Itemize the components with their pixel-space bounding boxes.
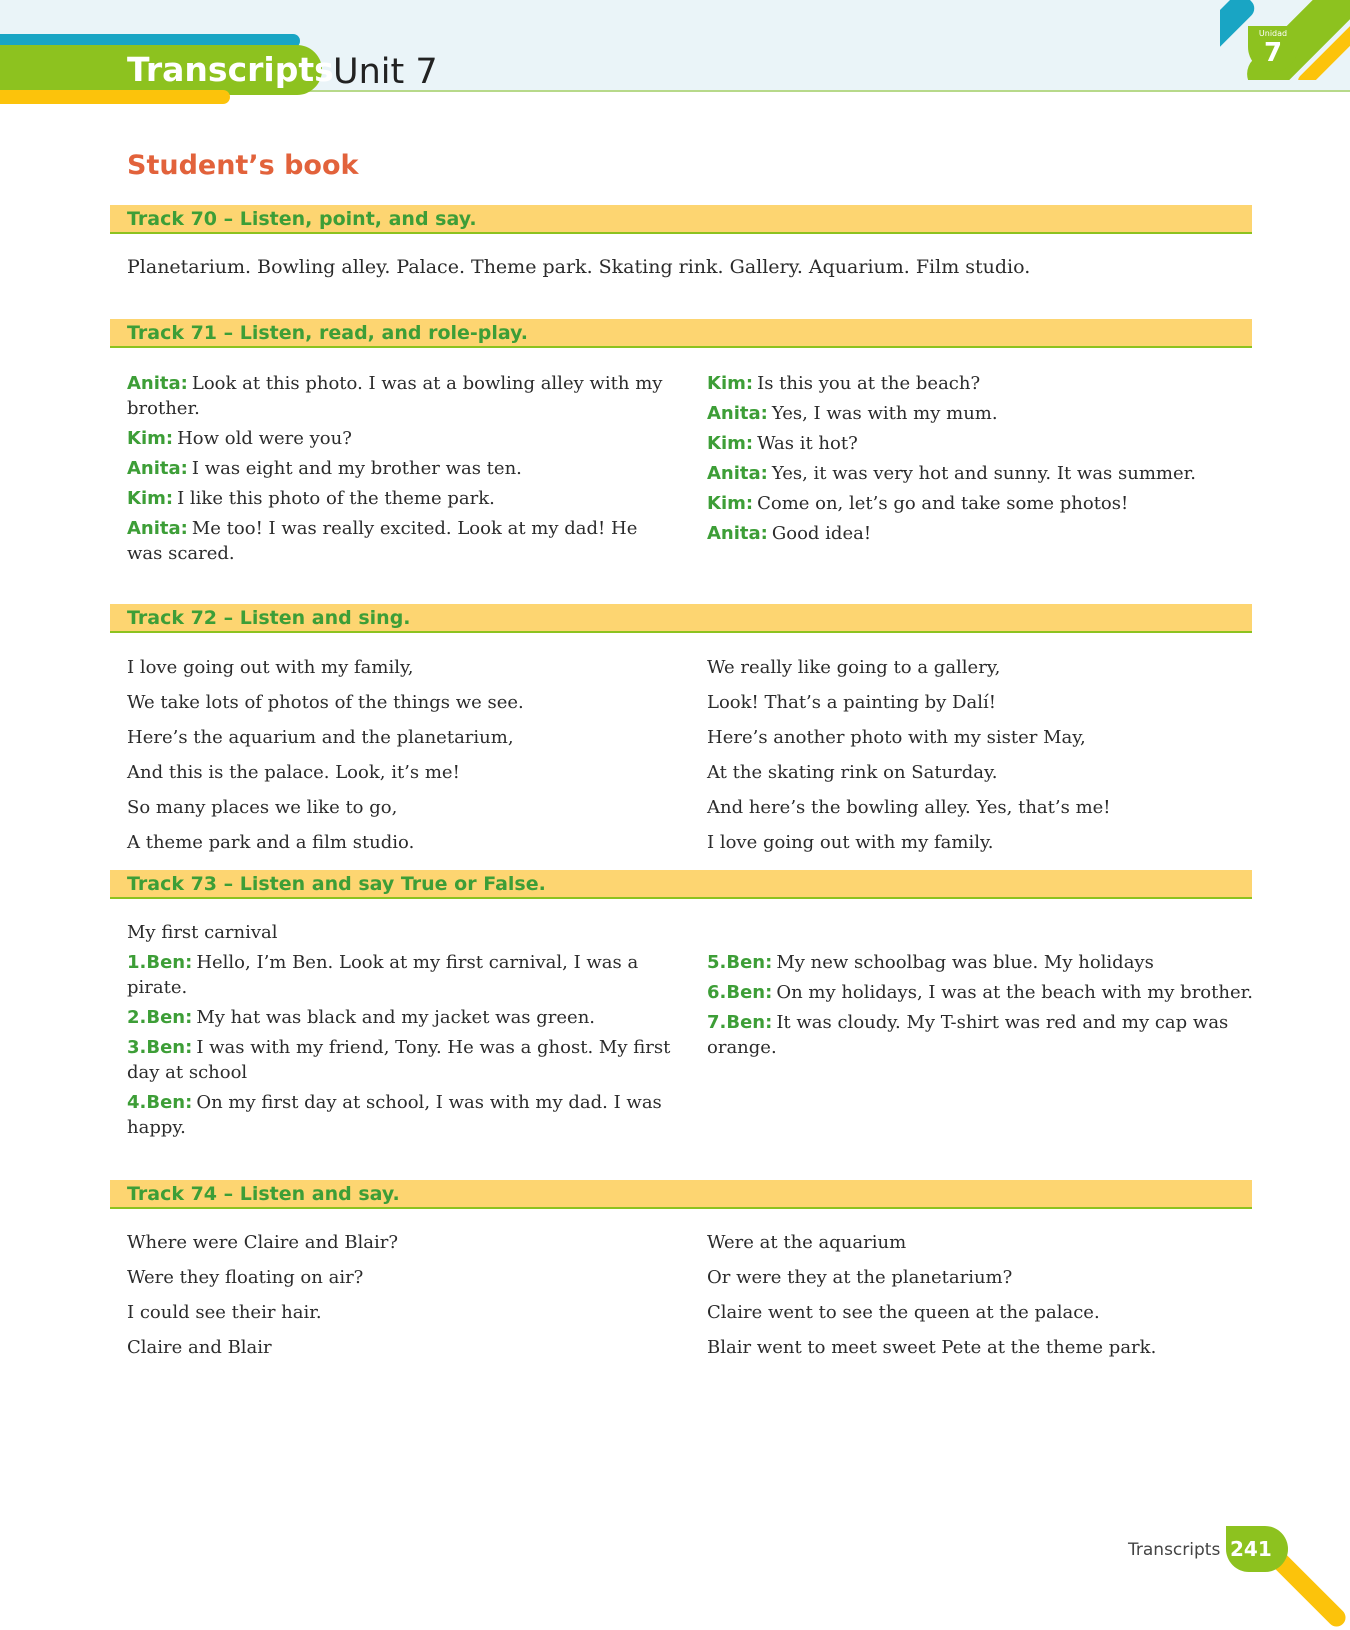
- speaker-label: Anita:: [707, 463, 768, 484]
- speaker-label: Anita:: [127, 373, 188, 394]
- track-70-bar: [110, 205, 1252, 234]
- dialogue-text: Look at this photo. I was at a bowling alley with my brother.: [127, 373, 663, 419]
- dialogue-text: Me too! I was really excited. Look at my dad! He was scared.: [127, 518, 638, 564]
- track-73-left-column: [127, 920, 672, 1145]
- dialogue-text: My hat was black and my jacket was green.: [196, 1007, 596, 1028]
- dialogue-line: [127, 1005, 672, 1030]
- song-line: We really like going to a gallery,: [707, 657, 1001, 678]
- speaker-label: Kim:: [127, 428, 174, 449]
- speaker-label: Kim:: [127, 488, 174, 509]
- song-line: At the skating rink on Saturday.: [707, 762, 998, 783]
- track-74-bar: [110, 1180, 1252, 1209]
- track-73-right-column: [707, 950, 1262, 1065]
- dialogue-line: [707, 371, 1262, 396]
- unit-badge-label: Unidad: [1258, 29, 1288, 38]
- track-73-title: Track 73 – Listen and say True or False.: [127, 873, 546, 895]
- dialogue-line: [127, 1035, 672, 1085]
- track-72-right-column: [707, 653, 1262, 863]
- dialogue-line: [127, 371, 672, 421]
- track-72-bar: [110, 604, 1252, 633]
- track-72-left-column: [127, 653, 672, 863]
- dialogue-line: [707, 461, 1262, 486]
- poem-line: I could see their hair.: [127, 1302, 322, 1323]
- speaker-label: 4.Ben:: [127, 1092, 193, 1113]
- track-71-right-column: [707, 371, 1262, 551]
- poem-line: Blair went to meet sweet Pete at the theme park.: [707, 1337, 1157, 1358]
- dialogue-text: On my holidays, I was at the beach with my brother.: [776, 982, 1253, 1003]
- speaker-label: Anita:: [707, 523, 768, 544]
- dialogue-text: I like this photo of the theme park.: [177, 488, 495, 509]
- unit-title: Unit 7: [333, 52, 438, 92]
- song-line: Here’s the aquarium and the planetarium,: [127, 727, 514, 748]
- dialogue-line: [707, 950, 1262, 975]
- track-74-left-column: [127, 1228, 672, 1368]
- dialogue-text: I was eight and my brother was ten.: [191, 458, 522, 479]
- song-line: Here’s another photo with my sister May,: [707, 727, 1086, 748]
- song-line: Look! That’s a painting by Dalí!: [707, 692, 996, 713]
- dialogue-text: Yes, it was very hot and sunny. It was summer.: [771, 463, 1196, 484]
- speaker-label: Kim:: [707, 373, 754, 394]
- speaker-label: 2.Ben:: [127, 1007, 193, 1028]
- poem-line: Were they floating on air?: [127, 1267, 364, 1288]
- dialogue-line: [707, 491, 1262, 516]
- song-line: We take lots of photos of the things we see.: [127, 692, 524, 713]
- dialogue-line: [127, 1090, 672, 1140]
- speaker-label: Kim:: [707, 433, 754, 454]
- dialogue-line: [707, 401, 1262, 426]
- poem-line: Or were they at the planetarium?: [707, 1267, 1013, 1288]
- page-number: 241: [1226, 1526, 1288, 1572]
- dialogue-text: Good idea!: [771, 523, 872, 544]
- dialogue-line: [127, 456, 672, 481]
- poem-line: Were at the aquarium: [707, 1232, 907, 1253]
- track-71-bar: [110, 319, 1252, 348]
- dialogue-text: Hello, I’m Ben. Look at my first carnival, I was a pirate.: [127, 952, 639, 998]
- dialogue-line: [707, 521, 1262, 546]
- track-72-title: Track 72 – Listen and sing.: [127, 607, 411, 629]
- speaker-label: 5.Ben:: [707, 952, 773, 973]
- speaker-label: 7.Ben:: [707, 1012, 773, 1033]
- dialogue-text: Is this you at the beach?: [757, 373, 981, 394]
- track-73-intro: My first carnival: [127, 922, 278, 943]
- song-line: And here’s the bowling alley. Yes, that’s me!: [707, 797, 1111, 818]
- poem-line: Claire and Blair: [127, 1337, 272, 1358]
- speaker-label: Anita:: [707, 403, 768, 424]
- track-70-text: Planetarium. Bowling alley. Palace. Theme park. Skating rink. Gallery. Aquarium. Film studio.: [127, 256, 1031, 278]
- speaker-label: Anita:: [127, 518, 188, 539]
- page-title: Transcripts: [127, 50, 334, 89]
- unit-badge: [1248, 26, 1298, 72]
- speaker-label: 1.Ben:: [127, 952, 193, 973]
- track-73-bar: [110, 870, 1252, 899]
- dialogue-text: Come on, let’s go and take some photos!: [757, 493, 1129, 514]
- dialogue-line: [127, 950, 672, 1000]
- song-line: A theme park and a film studio.: [127, 832, 415, 853]
- speaker-label: Anita:: [127, 458, 188, 479]
- dialogue-text: It was cloudy. My T-shirt was red and my cap was orange.: [707, 1012, 1229, 1058]
- footer-label: Transcripts: [1128, 1540, 1221, 1560]
- track-71-left-column: [127, 371, 672, 571]
- dialogue-line: [707, 980, 1262, 1005]
- dialogue-text: How old were you?: [177, 428, 352, 449]
- dialogue-line: [127, 426, 672, 451]
- poem-line: Claire went to see the queen at the palace.: [707, 1302, 1100, 1323]
- dialogue-text: On my first day at school, I was with my dad. I was happy.: [127, 1092, 662, 1138]
- dialogue-line: [127, 516, 672, 566]
- song-line: And this is the palace. Look, it’s me!: [127, 762, 460, 783]
- dialogue-text: I was with my friend, Tony. He was a ghost. My first day at school: [127, 1037, 671, 1083]
- poem-line: Where were Claire and Blair?: [127, 1232, 399, 1253]
- song-line: I love going out with my family,: [127, 657, 414, 678]
- track-74-right-column: [707, 1228, 1262, 1368]
- dialogue-text: Yes, I was with my mum.: [771, 403, 998, 424]
- speaker-label: 3.Ben:: [127, 1037, 193, 1058]
- track-74-title: Track 74 – Listen and say.: [127, 1183, 400, 1205]
- dialogue-text: My new schoolbag was blue. My holidays: [776, 952, 1154, 973]
- track-71-title: Track 71 – Listen, read, and role-play.: [127, 322, 528, 344]
- dialogue-text: Was it hot?: [757, 433, 858, 454]
- section-heading: Student’s book: [127, 150, 359, 181]
- unit-badge-number: 7: [1263, 38, 1283, 68]
- song-line: I love going out with my family.: [707, 832, 994, 853]
- dialogue-line: [707, 1010, 1262, 1060]
- speaker-label: Kim:: [707, 493, 754, 514]
- dialogue-line: [707, 431, 1262, 456]
- track-70-title: Track 70 – Listen, point, and say.: [127, 208, 477, 230]
- dialogue-line: [127, 486, 672, 511]
- speaker-label: 6.Ben:: [707, 982, 773, 1003]
- song-line: So many places we like to go,: [127, 797, 398, 818]
